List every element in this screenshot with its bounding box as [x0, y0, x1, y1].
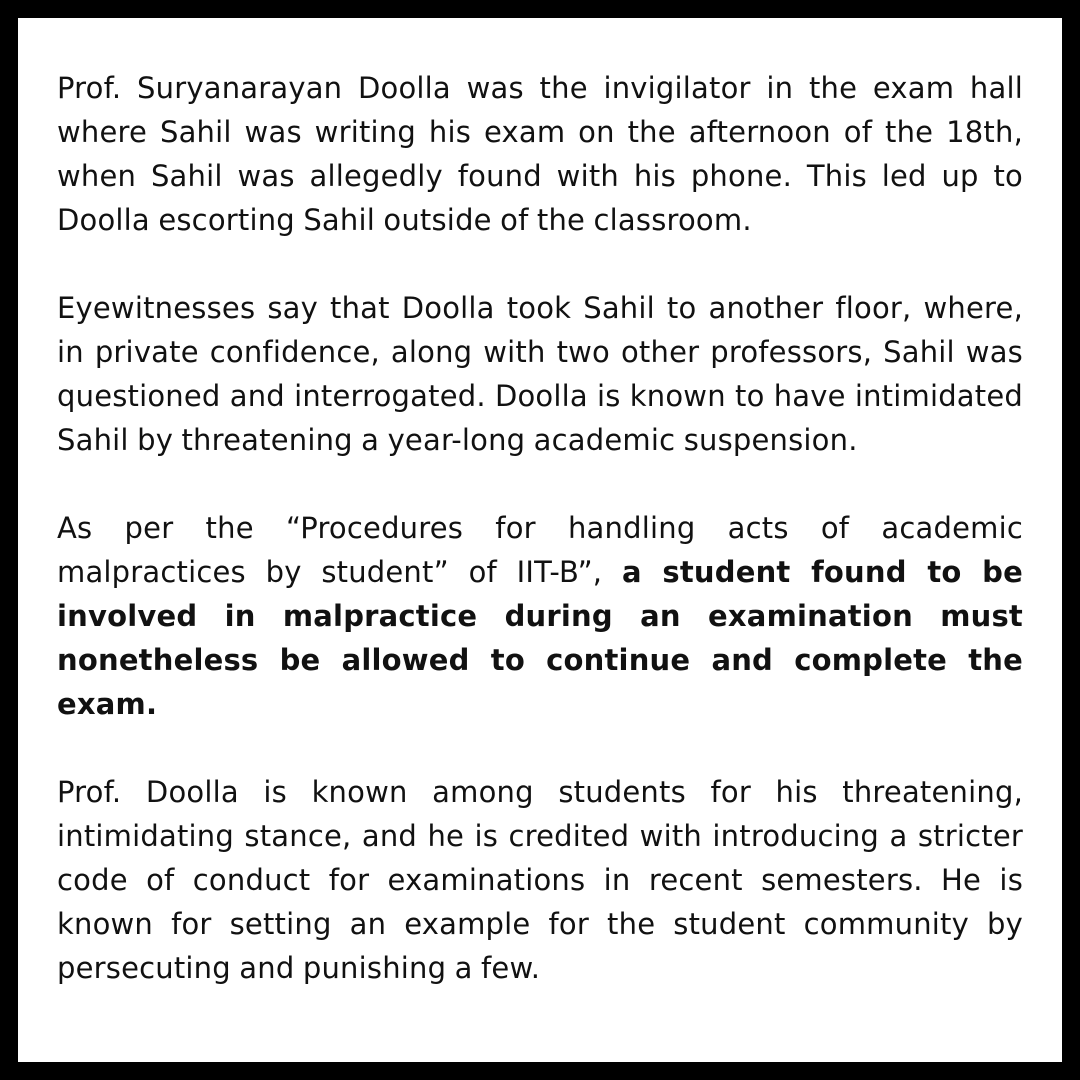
paragraph-invigilator: Prof. Suryanarayan Doolla was the invigilator in the exam hall where Sahil was writing his exam on the afternoon of the 18th, when Sahil was allegedly found with his phone. This led up to Doolla escorting Sahil outside of the classroom. — [57, 71, 1023, 237]
paragraph-reputation: Prof. Doolla is known among students for his threatening, intimidating stance, and he is credited with introducing a stricter code of conduct for examinations in recent semesters. He is known for setting an example for the student community by persecuting and punishing a few. — [57, 775, 1023, 985]
content-card — [18, 18, 1062, 1062]
procedures-text: As per the “Procedures for handling acts of academic malpractices by student” of IIT-B”, — [57, 511, 1023, 589]
article-text — [57, 66, 1023, 990]
procedures-bold-rule: a student found to be involved in malpractice during an examination must nonetheless be allowed to continue and complete the exam. — [57, 555, 1023, 721]
paragraph-procedures — [57, 506, 1023, 726]
paragraph-eyewitnesses: Eyewitnesses say that Doolla took Sahil to another floor, where, in private confidence, along with two other professors, Sahil was questioned and interrogated. Doolla is known to have intimidated Sahil by threatening a year-long academic suspension. — [57, 291, 1023, 457]
